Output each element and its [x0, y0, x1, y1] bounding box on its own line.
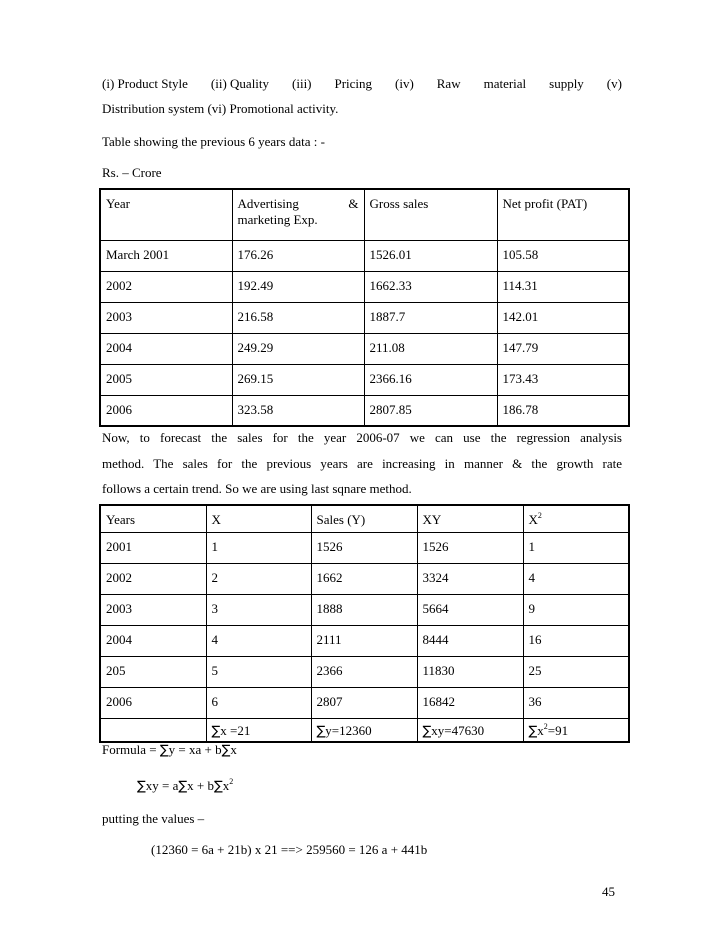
cell: 16842 — [417, 687, 523, 718]
formula-part: x + b — [187, 778, 214, 793]
cell: 1662 — [311, 563, 417, 594]
intro-line-2: Distribution system (vi) Promotional activity. — [102, 101, 339, 116]
cell: 5 — [206, 656, 311, 687]
table-row — [100, 395, 629, 426]
sigma-symbol: ∑ — [221, 743, 231, 758]
header-adv-amp: & — [348, 196, 359, 211]
cell: March 2001 — [100, 240, 232, 271]
cell: 36 — [523, 687, 629, 718]
sigma-symbol: ∑ — [159, 743, 169, 758]
header-net-profit: Net profit (PAT) — [497, 189, 629, 240]
formula-part: x — [230, 742, 237, 757]
x2-exponent: 2 — [537, 511, 542, 520]
paragraph-line-3: follows a certain trend. So we are using last sqnare method. — [102, 481, 412, 496]
formula-exponent: 2 — [229, 777, 234, 786]
cell: 1888 — [311, 594, 417, 625]
cell: 2004 — [100, 625, 206, 656]
table-row — [100, 532, 629, 563]
page-number: 45 — [602, 884, 615, 899]
cell: 205 — [100, 656, 206, 687]
sum-xy — [417, 718, 523, 742]
cell: 2003 — [100, 302, 232, 333]
sum-y-value: y=12360 — [325, 722, 372, 738]
cell: 2002 — [100, 563, 206, 594]
sum-row — [100, 718, 629, 742]
cell: 249.29 — [232, 333, 364, 364]
formula-part: x — [222, 778, 230, 793]
header-gross-sales: Gross sales — [364, 189, 497, 240]
header-adv-part2: marketing Exp. — [237, 212, 318, 227]
cell: 8444 — [417, 625, 523, 656]
header-xy: XY — [417, 505, 523, 532]
cell: 142.01 — [497, 302, 629, 333]
paragraph-line-1: Now, to forecast the sales for the year 2006-07 we can use the regression analysis — [102, 430, 622, 445]
intro-word: (i) Product Style — [102, 76, 188, 91]
table-row — [100, 625, 629, 656]
sum-xy-value: xy=47630 — [431, 722, 485, 738]
sigma-symbol: ∑ — [422, 723, 432, 739]
cell: 2002 — [100, 271, 232, 302]
header-sales: Sales (Y) — [311, 505, 417, 532]
table-row — [100, 240, 629, 271]
cell: 2005 — [100, 364, 232, 395]
table-row — [100, 594, 629, 625]
cell: 176.26 — [232, 240, 364, 271]
header-x-squared — [523, 505, 629, 532]
financial-data-table — [99, 188, 630, 427]
sum-x — [206, 718, 311, 742]
table-caption: Table showing the previous 6 years data : - — [102, 134, 325, 149]
cell: 2366 — [311, 656, 417, 687]
cell: 11830 — [417, 656, 523, 687]
intro-word: (v) — [606, 76, 622, 91]
sigma-symbol: ∑ — [316, 723, 326, 739]
intro-word: Raw — [436, 76, 461, 91]
intro-word: Pricing — [334, 76, 373, 91]
cell: 3 — [206, 594, 311, 625]
paragraph-line-2: method. The sales for the previous years are increasing in manner & the growth rate — [102, 456, 622, 471]
sigma-symbol: ∑ — [178, 779, 188, 794]
table-header-row — [100, 505, 629, 532]
putting-values-text: putting the values – — [102, 811, 205, 826]
sum-y — [311, 718, 417, 742]
cell: 147.79 — [497, 333, 629, 364]
cell: 323.58 — [232, 395, 364, 426]
cell: 1 — [523, 532, 629, 563]
regression-table — [99, 504, 630, 743]
formula-prefix: Formula = — [102, 742, 160, 757]
cell: 2006 — [100, 687, 206, 718]
x2-base: X — [528, 512, 538, 527]
header-years: Years — [100, 505, 206, 532]
formula-line-2 — [137, 778, 233, 795]
cell: 114.31 — [497, 271, 629, 302]
table-row — [100, 364, 629, 395]
sigma-symbol: ∑ — [137, 779, 146, 794]
cell: 186.78 — [497, 395, 629, 426]
cell-empty — [100, 718, 206, 742]
cell: 2004 — [100, 333, 232, 364]
cell: 211.08 — [364, 333, 497, 364]
sigma-symbol: ∑ — [528, 723, 538, 739]
sum-x-value: x =21 — [220, 722, 251, 738]
cell: 6 — [206, 687, 311, 718]
intro-line-1 — [102, 76, 622, 92]
sum-x2-base: x — [537, 722, 544, 738]
cell: 5664 — [417, 594, 523, 625]
table-row — [100, 302, 629, 333]
table-row — [100, 687, 629, 718]
cell: 4 — [523, 563, 629, 594]
header-adv-part1: Advertising — [237, 196, 299, 211]
cell: 192.49 — [232, 271, 364, 302]
intro-word: supply — [549, 76, 584, 91]
sigma-symbol: ∑ — [211, 723, 221, 739]
cell: 2 — [206, 563, 311, 594]
table-row — [100, 271, 629, 302]
cell: 4 — [206, 625, 311, 656]
cell: 105.58 — [497, 240, 629, 271]
header-year: Year — [100, 189, 232, 240]
sum-x2-exponent: 2 — [543, 721, 548, 731]
sum-x-squared — [523, 718, 629, 742]
equation-line: (12360 = 6a + 21b) x 21 ==> 259560 = 126 a + 441b — [151, 842, 428, 857]
cell: 1887.7 — [364, 302, 497, 333]
intro-word: material — [483, 76, 527, 91]
table-row — [100, 333, 629, 364]
table-row — [100, 563, 629, 594]
intro-word: (iii) — [292, 76, 312, 91]
sigma-symbol: ∑ — [213, 779, 223, 794]
intro-word: (iv) — [395, 76, 414, 91]
cell: 2003 — [100, 594, 206, 625]
cell: 1662.33 — [364, 271, 497, 302]
cell: 216.58 — [232, 302, 364, 333]
cell: 9 — [523, 594, 629, 625]
sum-x2-value: =91 — [547, 722, 569, 738]
cell: 2111 — [311, 625, 417, 656]
formula-part: xy = a — [145, 778, 179, 793]
cell: 1526 — [311, 532, 417, 563]
formula-part: y = xa + b — [168, 742, 222, 757]
header-x: X — [206, 505, 311, 532]
cell: 2807 — [311, 687, 417, 718]
table-header-row — [100, 189, 629, 240]
cell: 269.15 — [232, 364, 364, 395]
cell: 3324 — [417, 563, 523, 594]
cell: 2001 — [100, 532, 206, 563]
header-advertising — [232, 189, 364, 240]
cell: 2006 — [100, 395, 232, 426]
cell: 2807.85 — [364, 395, 497, 426]
cell: 173.43 — [497, 364, 629, 395]
intro-word: (ii) Quality — [210, 76, 270, 91]
table-row — [100, 656, 629, 687]
cell: 1526 — [417, 532, 523, 563]
cell: 1526.01 — [364, 240, 497, 271]
cell: 2366.16 — [364, 364, 497, 395]
cell: 1 — [206, 532, 311, 563]
unit-note: Rs. – Crore — [102, 165, 162, 180]
formula-line-1 — [102, 742, 237, 759]
cell: 16 — [523, 625, 629, 656]
cell: 25 — [523, 656, 629, 687]
